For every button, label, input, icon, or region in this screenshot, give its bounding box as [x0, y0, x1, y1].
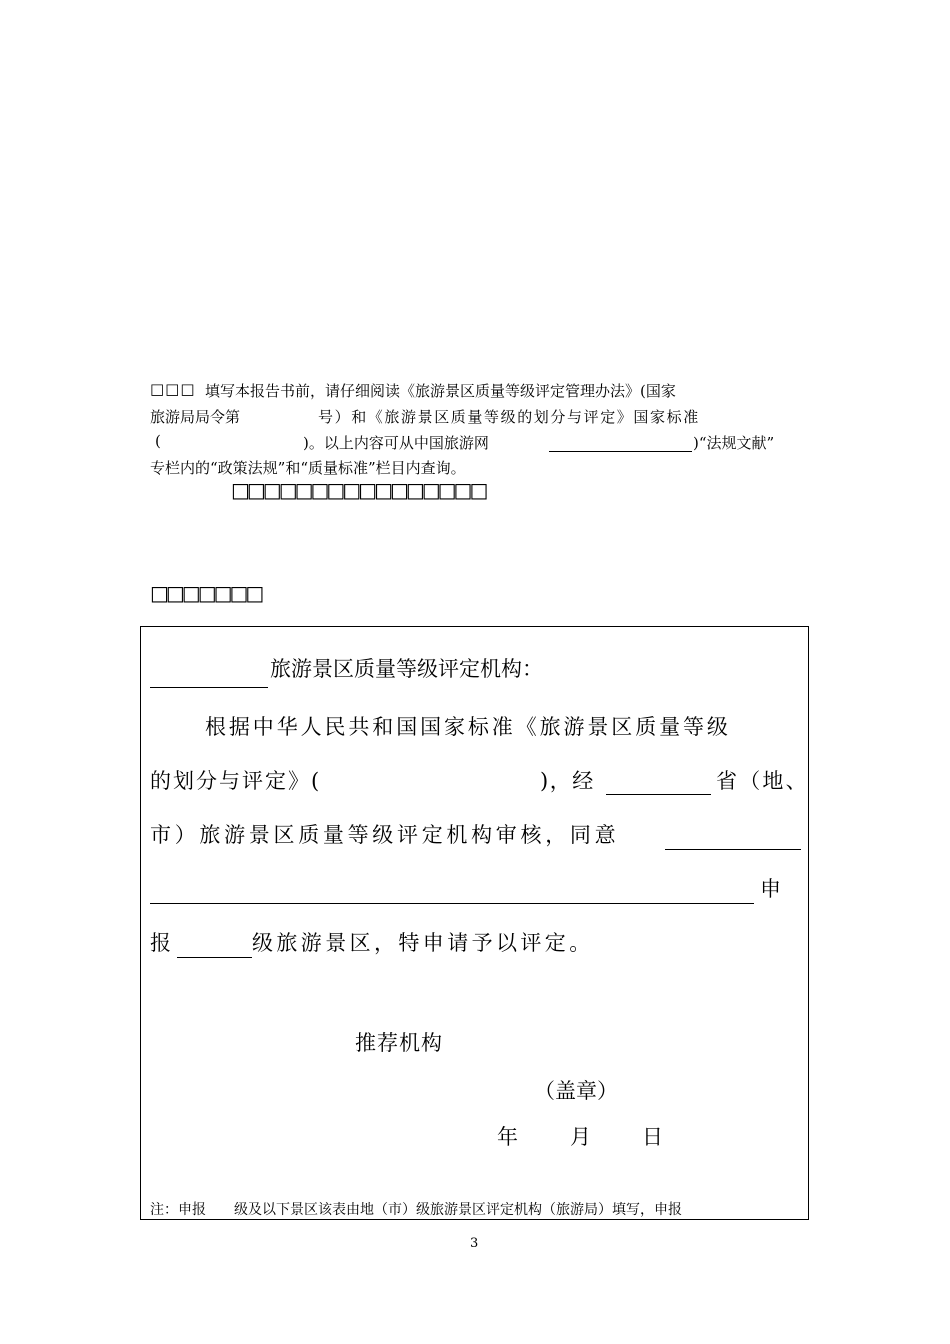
- intro-line-3a: (: [155, 432, 161, 450]
- application-form-box: [140, 626, 809, 1220]
- addressee-blank: [150, 687, 268, 688]
- intro-line-2a: 旅游局局令第: [150, 408, 241, 426]
- scenic-area-blank-2: [150, 903, 754, 904]
- intro-line-1: 填写本报告书前，请仔细阅读《旅游景区质量等级评定管理办法》(国家: [205, 382, 676, 400]
- seal-label: （盖章）: [534, 1079, 618, 1103]
- recommender-label: 推荐机构: [355, 1031, 443, 1055]
- intro-line-2b: 号）和《旅游景区质量等级的划分与评定》国家标准: [318, 408, 700, 426]
- paragraph-line-1: 根据中华人民共和国国家标准《旅游景区质量等级: [205, 715, 731, 739]
- addressee-label: 旅游景区质量等级评定机构：: [270, 657, 543, 681]
- date-month: 月: [570, 1125, 591, 1149]
- province-blank: [606, 794, 711, 795]
- garbled-heading: □□□□□□□□□□□□□□□□: [231, 478, 486, 502]
- paragraph-line-5b: 级旅游景区，特申请予以评定。: [252, 931, 594, 955]
- paragraph-line-3: 市）旅游景区质量等级评定机构审核，同意: [150, 823, 620, 847]
- paragraph-line-5a: 报: [150, 931, 171, 955]
- date-year: 年: [497, 1125, 518, 1149]
- paragraph-line-4: 申: [760, 877, 781, 901]
- intro-glyphs: □□□: [150, 380, 196, 398]
- paragraph-line-2b: )，经: [540, 769, 595, 793]
- paragraph-line-2c: 省（地、: [716, 769, 809, 793]
- section-heading: □□□□□□□: [150, 581, 262, 605]
- website-underline: [549, 451, 692, 452]
- paragraph-line-2a: 的划分与评定》(: [150, 769, 322, 793]
- form-note: 注：申报 级及以下景区该表由地（市）级旅游景区评定机构（旅游局）填写，申报: [150, 1202, 682, 1218]
- grade-blank: [177, 957, 252, 958]
- intro-line-3b: )。以上内容可从中国旅游网: [303, 434, 489, 452]
- intro-line-4: 专栏内的“政策法规”和“质量标准”栏目内查询。: [150, 459, 466, 477]
- scenic-area-blank-1: [665, 849, 801, 850]
- date-day: 日: [642, 1125, 663, 1149]
- intro-line-3c: )“法规文献”: [693, 434, 775, 452]
- page-number: 3: [470, 1236, 479, 1251]
